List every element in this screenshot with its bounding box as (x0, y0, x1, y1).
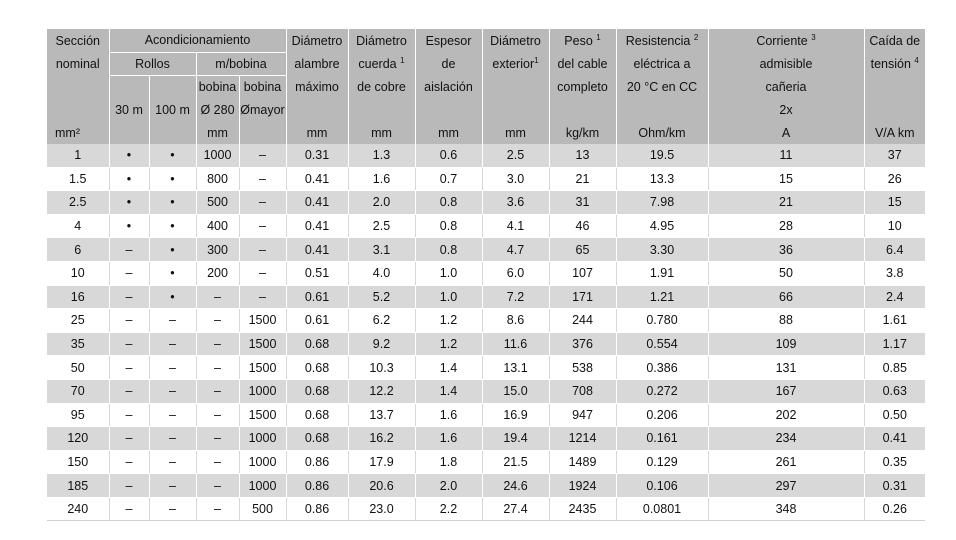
header-corriente: 2x (708, 99, 864, 122)
cell-diametro-cuerda: 1.3 (348, 144, 415, 167)
table-row (47, 403, 925, 427)
cell-bobina-280: – (196, 403, 239, 427)
cell-espesor: 1.0 (415, 285, 482, 309)
cell-diametro-exterior: 8.6 (482, 309, 549, 333)
cell-caida: 0.26 (864, 497, 925, 521)
table-row (47, 238, 925, 262)
cell-espesor: 1.6 (415, 427, 482, 451)
cell-rollos-30m: • (109, 214, 149, 238)
cell-resistencia: 3.30 (616, 238, 708, 262)
header-corriente: Corriente $^3$ (708, 29, 864, 52)
cell-rollos-100m: – (149, 332, 196, 356)
cell-corriente: 261 (708, 450, 864, 474)
cell-peso: 538 (549, 356, 616, 380)
cell-peso: 2435 (549, 497, 616, 521)
cell-rollos-30m: – (109, 285, 149, 309)
cell-diametro-alambre: 0.31 (286, 144, 348, 167)
cell-caida: 0.63 (864, 379, 925, 403)
cell-peso: 21 (549, 167, 616, 191)
cell-rollos-100m: – (149, 356, 196, 380)
table-row (47, 309, 925, 333)
cell-diametro-alambre: 0.68 (286, 379, 348, 403)
header-seccion (47, 99, 109, 122)
cell-peso: 107 (549, 261, 616, 285)
cell-espesor: 2.0 (415, 474, 482, 498)
cell-resistencia: 1.21 (616, 285, 708, 309)
cell-rollos-100m: – (149, 474, 196, 498)
cell-corriente: 202 (708, 403, 864, 427)
cell-corriente: 234 (708, 427, 864, 451)
cell-bobina-280: – (196, 379, 239, 403)
table-header (47, 29, 925, 144)
cell-bobina-280: – (196, 497, 239, 521)
footnote-marker: 3 (811, 32, 816, 42)
cell-corriente: 88 (708, 309, 864, 333)
header-bobina-mayor: Ømayor (239, 99, 286, 122)
cell-espesor: 1.2 (415, 309, 482, 333)
table-row (47, 191, 925, 215)
table-row (47, 144, 925, 167)
cell-resistencia: 0.129 (616, 450, 708, 474)
cell-bobina-280: – (196, 427, 239, 451)
cell-resistencia: 0.161 (616, 427, 708, 451)
header-corriente: admisible (708, 52, 864, 76)
cell-rollos-30m: – (109, 474, 149, 498)
cell-diametro-exterior: 7.2 (482, 285, 549, 309)
header-diametro-exterior (482, 76, 549, 99)
header-diametro-alambre: máximo (286, 76, 348, 99)
header-diametro-cuerda (348, 99, 415, 122)
cell-bobina-280: – (196, 474, 239, 498)
cell-bobina-mayor: – (239, 191, 286, 215)
header-caida (864, 99, 925, 122)
cell-diametro-cuerda: 13.7 (348, 403, 415, 427)
header-seccion: nominal (47, 52, 109, 76)
cell-bobina-280: 400 (196, 214, 239, 238)
footnote-marker: 4 (914, 55, 919, 65)
cell-seccion: 10 (47, 261, 109, 285)
footnote-marker: 2 (693, 32, 699, 42)
table-row (47, 214, 925, 238)
cell-seccion: 16 (47, 285, 109, 309)
header-rollos: Rollos (109, 52, 196, 76)
cell-peso: 65 (549, 238, 616, 262)
cell-rollos-100m: • (149, 214, 196, 238)
cell-diametro-alambre: 0.41 (286, 238, 348, 262)
cell-seccion: 1.5 (47, 167, 109, 191)
cell-bobina-mayor: 1000 (239, 427, 286, 451)
cell-caida: 0.31 (864, 474, 925, 498)
header-bobina-280: Ø 280 (196, 99, 239, 122)
cell-diametro-exterior: 11.6 (482, 332, 549, 356)
header-diametro-exterior: exterior$^1$ (482, 52, 549, 76)
cell-bobina-mayor: 1000 (239, 450, 286, 474)
header-espesor: de (415, 52, 482, 76)
cell-resistencia: 4.95 (616, 214, 708, 238)
cell-resistencia: 0.106 (616, 474, 708, 498)
table-row (47, 427, 925, 451)
cell-caida: 15 (864, 191, 925, 215)
cell-diametro-cuerda: 17.9 (348, 450, 415, 474)
cell-bobina-280: 800 (196, 167, 239, 191)
footnote-marker: 1 (400, 55, 405, 65)
header-diametro-exterior: Diámetro (482, 29, 549, 52)
cell-caida: 0.85 (864, 356, 925, 380)
cell-diametro-exterior: 4.1 (482, 214, 549, 238)
table-row (47, 379, 925, 403)
cell-seccion: 6 (47, 238, 109, 262)
header-acondicionamiento: Acondicionamiento (109, 29, 286, 52)
header-espesor: aislación (415, 76, 482, 99)
cell-bobina-mayor: – (239, 238, 286, 262)
cell-bobina-mayor: 1000 (239, 379, 286, 403)
cell-peso: 31 (549, 191, 616, 215)
cell-espesor: 2.2 (415, 497, 482, 521)
cell-bobina-mayor: 500 (239, 497, 286, 521)
cell-caida: 26 (864, 167, 925, 191)
cell-seccion: 1 (47, 144, 109, 167)
cell-diametro-alambre: 0.86 (286, 450, 348, 474)
cell-diametro-exterior: 19.4 (482, 427, 549, 451)
cell-diametro-alambre: 0.61 (286, 285, 348, 309)
cell-peso: 244 (549, 309, 616, 333)
table-row (47, 450, 925, 474)
cell-diametro-cuerda: 4.0 (348, 261, 415, 285)
header-seccion (47, 76, 109, 99)
cell-diametro-alambre: 0.86 (286, 474, 348, 498)
cell-corriente: 21 (708, 191, 864, 215)
cell-corriente: 66 (708, 285, 864, 309)
cell-corriente: 131 (708, 356, 864, 380)
cell-seccion: 4 (47, 214, 109, 238)
header-resistencia (616, 99, 708, 122)
cell-corriente: 36 (708, 238, 864, 262)
cell-diametro-exterior: 27.4 (482, 497, 549, 521)
cell-caida: 2.4 (864, 285, 925, 309)
cell-rollos-30m: – (109, 379, 149, 403)
cell-bobina-mayor: – (239, 144, 286, 167)
cell-peso: 1924 (549, 474, 616, 498)
header-peso: completo (549, 76, 616, 99)
header-diametro-exterior-unit: mm (482, 121, 549, 144)
cell-diametro-cuerda: 9.2 (348, 332, 415, 356)
cell-diametro-cuerda: 23.0 (348, 497, 415, 521)
cell-bobina-mayor: 1500 (239, 309, 286, 333)
cell-diametro-exterior: 15.0 (482, 379, 549, 403)
cell-diametro-alambre: 0.68 (286, 332, 348, 356)
cell-diametro-cuerda: 5.2 (348, 285, 415, 309)
cell-diametro-cuerda: 3.1 (348, 238, 415, 262)
cell-rollos-100m: • (149, 167, 196, 191)
cell-bobina-mayor: – (239, 285, 286, 309)
cell-rollos-30m: • (109, 144, 149, 167)
cell-resistencia: 0.780 (616, 309, 708, 333)
cell-resistencia: 7.98 (616, 191, 708, 215)
cell-espesor: 0.6 (415, 144, 482, 167)
cell-diametro-alambre: 0.41 (286, 191, 348, 215)
cell-diametro-alambre: 0.68 (286, 403, 348, 427)
header-diametro-exterior (482, 99, 549, 122)
cell-bobina-mayor: – (239, 167, 286, 191)
cell-corriente: 28 (708, 214, 864, 238)
cell-diametro-alambre: 0.41 (286, 214, 348, 238)
cell-bobina-280: 500 (196, 191, 239, 215)
header-corriente: cañeria (708, 76, 864, 99)
cell-rollos-30m: – (109, 238, 149, 262)
cell-diametro-exterior: 21.5 (482, 450, 549, 474)
cell-rollos-30m: – (109, 497, 149, 521)
cable-spec-table (47, 29, 925, 521)
cell-resistencia: 0.554 (616, 332, 708, 356)
cell-diametro-cuerda: 1.6 (348, 167, 415, 191)
cell-resistencia: 19.5 (616, 144, 708, 167)
cell-espesor: 0.8 (415, 191, 482, 215)
header-bobina-mayor: bobina (239, 76, 286, 99)
cell-rollos-100m: – (149, 497, 196, 521)
cell-bobina-280: 1000 (196, 144, 239, 167)
cell-diametro-exterior: 3.0 (482, 167, 549, 191)
cell-bobina-280: – (196, 285, 239, 309)
cell-bobina-mayor: – (239, 214, 286, 238)
header-m-bobina: m/bobina (196, 52, 286, 76)
header-peso-unit: kg/km (549, 121, 616, 144)
cell-rollos-100m: – (149, 379, 196, 403)
cell-corriente: 11 (708, 144, 864, 167)
cell-seccion: 150 (47, 450, 109, 474)
cell-peso: 376 (549, 332, 616, 356)
cell-peso: 46 (549, 214, 616, 238)
cell-rollos-30m: – (109, 427, 149, 451)
cell-resistencia: 1.91 (616, 261, 708, 285)
header-rollos-30m: 30 m (109, 99, 149, 122)
cell-bobina-280: – (196, 332, 239, 356)
cell-rollos-30m: • (109, 191, 149, 215)
cell-diametro-cuerda: 10.3 (348, 356, 415, 380)
cell-diametro-alambre: 0.51 (286, 261, 348, 285)
cell-corriente: 297 (708, 474, 864, 498)
cell-diametro-alambre: 0.86 (286, 497, 348, 521)
cell-rollos-100m: – (149, 450, 196, 474)
cell-diametro-cuerda: 12.2 (348, 379, 415, 403)
cell-resistencia: 0.272 (616, 379, 708, 403)
header-diametro-alambre-unit: mm (286, 121, 348, 144)
cell-espesor: 0.8 (415, 214, 482, 238)
cell-espesor: 1.4 (415, 356, 482, 380)
cell-rollos-100m: • (149, 191, 196, 215)
cell-diametro-exterior: 16.9 (482, 403, 549, 427)
cell-diametro-alambre: 0.68 (286, 356, 348, 380)
cell-corriente: 109 (708, 332, 864, 356)
header-diametro-cuerda: Diámetro (348, 29, 415, 52)
cell-bobina-mayor: 1000 (239, 474, 286, 498)
cell-espesor: 0.8 (415, 238, 482, 262)
table-row (47, 474, 925, 498)
cell-seccion: 240 (47, 497, 109, 521)
cell-peso: 1489 (549, 450, 616, 474)
cell-seccion: 25 (47, 309, 109, 333)
cell-peso: 171 (549, 285, 616, 309)
cell-espesor: 0.7 (415, 167, 482, 191)
cell-corriente: 15 (708, 167, 864, 191)
cell-caida: 1.61 (864, 309, 925, 333)
header-caida: tensión $^4$ (864, 52, 925, 76)
cell-bobina-280: – (196, 450, 239, 474)
cell-bobina-mayor: 1500 (239, 403, 286, 427)
header-espesor: Espesor (415, 29, 482, 52)
cell-rollos-100m: • (149, 238, 196, 262)
cell-rollos-30m: – (109, 332, 149, 356)
cell-bobina-mayor: – (239, 261, 286, 285)
cell-bobina-280: 200 (196, 261, 239, 285)
cell-rollos-30m: – (109, 356, 149, 380)
header-caida: Caída de (864, 29, 925, 52)
header-diametro-cuerda-unit: mm (348, 121, 415, 144)
cell-diametro-exterior: 2.5 (482, 144, 549, 167)
footnote-marker: 1 (534, 55, 539, 65)
header-seccion-unit: mm² (47, 121, 109, 144)
cell-rollos-100m: – (149, 309, 196, 333)
cell-bobina-mayor: 1500 (239, 332, 286, 356)
cell-rollos-30m: • (109, 167, 149, 191)
header-peso: Peso $^1$ (549, 29, 616, 52)
header-bobina-280: bobina (196, 76, 239, 99)
cell-diametro-cuerda: 6.2 (348, 309, 415, 333)
cell-caida: 0.50 (864, 403, 925, 427)
table-row (47, 285, 925, 309)
cell-espesor: 1.2 (415, 332, 482, 356)
cell-peso: 708 (549, 379, 616, 403)
header-peso: del cable (549, 52, 616, 76)
cell-diametro-cuerda: 2.0 (348, 191, 415, 215)
header-resistencia: Resistencia $^2$ (616, 29, 708, 52)
footnote-marker: 1 (596, 32, 601, 42)
header-diametro-alambre (286, 99, 348, 122)
cell-rollos-100m: • (149, 285, 196, 309)
cell-resistencia: 13.3 (616, 167, 708, 191)
cell-resistencia: 0.0801 (616, 497, 708, 521)
header-corriente-unit: A (708, 121, 864, 144)
cell-bobina-280: – (196, 309, 239, 333)
table-row (47, 497, 925, 521)
cell-resistencia: 0.206 (616, 403, 708, 427)
cell-diametro-exterior: 24.6 (482, 474, 549, 498)
cell-seccion: 185 (47, 474, 109, 498)
cell-espesor: 1.0 (415, 261, 482, 285)
header-resistencia: 20 °C en CC (616, 76, 708, 99)
header-diametro-cuerda: de cobre (348, 76, 415, 99)
cell-rollos-100m: – (149, 427, 196, 451)
cell-caida: 0.41 (864, 427, 925, 451)
header-espesor-unit: mm (415, 121, 482, 144)
header-diametro-alambre: Diámetro (286, 29, 348, 52)
cell-rollos-100m: • (149, 144, 196, 167)
table-row (47, 167, 925, 191)
cell-espesor: 1.4 (415, 379, 482, 403)
cell-diametro-alambre: 0.61 (286, 309, 348, 333)
cell-peso: 1214 (549, 427, 616, 451)
cell-rollos-100m: • (149, 261, 196, 285)
cell-resistencia: 0.386 (616, 356, 708, 380)
header-peso (549, 99, 616, 122)
cell-caida: 1.17 (864, 332, 925, 356)
cell-corriente: 167 (708, 379, 864, 403)
cell-diametro-alambre: 0.68 (286, 427, 348, 451)
cell-diametro-cuerda: 16.2 (348, 427, 415, 451)
cell-caida: 3.8 (864, 261, 925, 285)
cell-diametro-exterior: 13.1 (482, 356, 549, 380)
table-body (47, 144, 925, 521)
header-caida-unit: V/A km (864, 121, 925, 144)
cell-peso: 947 (549, 403, 616, 427)
table-row (47, 356, 925, 380)
cell-rollos-30m: – (109, 403, 149, 427)
cell-corriente: 348 (708, 497, 864, 521)
cell-seccion: 120 (47, 427, 109, 451)
cell-corriente: 50 (708, 261, 864, 285)
cell-bobina-mayor: 1500 (239, 356, 286, 380)
cell-bobina-280: – (196, 356, 239, 380)
cell-seccion: 2.5 (47, 191, 109, 215)
header-diametro-cuerda: cuerda $^1$ (348, 52, 415, 76)
header-seccion: Sección (47, 29, 109, 52)
cell-caida: 37 (864, 144, 925, 167)
cell-rollos-30m: – (109, 261, 149, 285)
cell-seccion: 50 (47, 356, 109, 380)
header-caida (864, 76, 925, 99)
cell-seccion: 95 (47, 403, 109, 427)
cell-diametro-alambre: 0.41 (286, 167, 348, 191)
header-resistencia-unit: Ohm/km (616, 121, 708, 144)
table-row (47, 332, 925, 356)
cell-bobina-280: 300 (196, 238, 239, 262)
header-bobina-280: mm (196, 121, 239, 144)
cell-seccion: 70 (47, 379, 109, 403)
header-espesor (415, 99, 482, 122)
cell-rollos-30m: – (109, 450, 149, 474)
cell-espesor: 1.8 (415, 450, 482, 474)
cell-peso: 13 (549, 144, 616, 167)
cell-diametro-exterior: 6.0 (482, 261, 549, 285)
header-diametro-alambre: alambre (286, 52, 348, 76)
cell-rollos-100m: – (149, 403, 196, 427)
cell-caida: 0.35 (864, 450, 925, 474)
cell-diametro-cuerda: 20.6 (348, 474, 415, 498)
table-row (47, 261, 925, 285)
cell-diametro-exterior: 3.6 (482, 191, 549, 215)
header-rollos-100m: 100 m (149, 99, 196, 122)
header-resistencia: eléctrica a (616, 52, 708, 76)
cell-caida: 6.4 (864, 238, 925, 262)
cell-seccion: 35 (47, 332, 109, 356)
cell-rollos-30m: – (109, 309, 149, 333)
cell-diametro-exterior: 4.7 (482, 238, 549, 262)
cell-caida: 10 (864, 214, 925, 238)
cell-espesor: 1.6 (415, 403, 482, 427)
cell-diametro-cuerda: 2.5 (348, 214, 415, 238)
